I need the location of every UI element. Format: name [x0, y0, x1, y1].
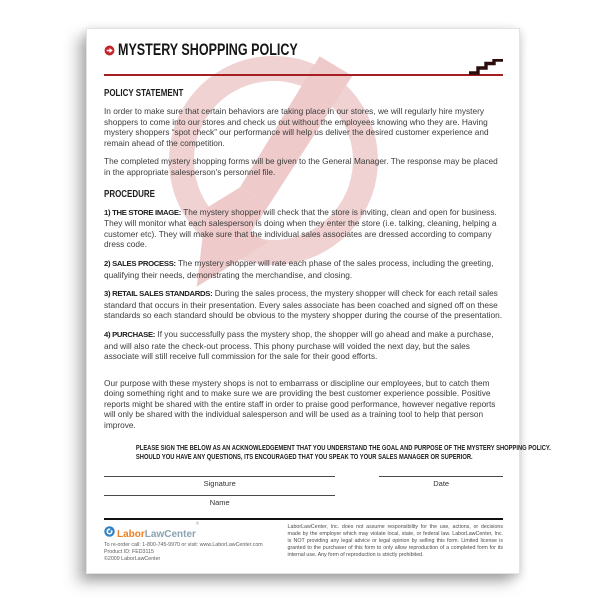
document-header	[104, 41, 503, 59]
document-content	[87, 29, 551, 563]
bullseye-arrow-icon	[104, 45, 115, 56]
header-rule	[104, 61, 503, 77]
signature-line	[104, 476, 335, 477]
procedure-item-2	[104, 258, 503, 280]
policy-paragraph-1: In order to make sure that certain behaviors are taking place in our stores, we will regularly hire mystery shoppers to come into our stores and check us out without the employees knowing who they are. Having mystery shoppers “spot check” our performance will help us deliver the desired customer experience and remain ahead of the competition.	[104, 106, 489, 148]
procedure-item-2-label: 2) SALES PROCESS:	[104, 258, 176, 268]
date-label: Date	[433, 478, 450, 488]
procedure-item-4	[104, 329, 503, 362]
lawcenter-ring-icon	[104, 524, 115, 542]
page-title: MYSTERY SHOPPING POLICY	[118, 40, 298, 59]
procedure-item-1	[104, 207, 503, 250]
copyright: ©2009 LaborLawCenter	[104, 556, 161, 563]
stair-steps-icon	[469, 59, 503, 75]
footer-brand-block	[104, 521, 276, 563]
name-row	[104, 495, 503, 507]
procedure-item-4-label: 4) PURCHASE:	[104, 329, 156, 339]
document-page	[86, 28, 551, 574]
reorder-info: To re-order call: 1-800-745-9970 or visit: www.LaborLawCenter.com	[104, 542, 263, 549]
closing-paragraph: Our purpose with these mystery shops is not to embarrass or discipline our employees, but to catch them doing something right and to make sure we are providing the best customer experience possible. Positive reports might be shared with the entire staff in order to praise good performance, however negative reports will only be shared with the individual salesperson and will be used as a training tool to help that person improve.	[104, 377, 496, 431]
brand-labor: Labor	[117, 529, 145, 541]
procedure-item-1-text: The mystery shopper will check that the store is inviting, clean and open for business. They will monitor what each salesperson is doing when they enter the store (i.e. talking, cleaning, helping a customer etc). They will make sure that the individual sales associates are dressed according to company dress code.	[104, 206, 497, 250]
product-id: Product ID: FED3115	[104, 549, 154, 556]
section-heading-procedure: PROCEDURE	[104, 187, 155, 200]
procedure-item-1-label: 1) THE STORE IMAGE:	[104, 207, 182, 217]
name-label: Name	[209, 497, 230, 507]
name-field	[104, 495, 335, 507]
signature-label: Signature	[203, 478, 236, 488]
legal-disclaimer: LaborLawCenter, Inc. does not assume responsibility for the use, actions, or decisions made by the employer which may violate local, state, or federal law. LaborLawCenter, Inc. is NOT providing any legal advice or legal opinion by selling this form. Limited license is granted to the purchaser of this form to only allow reproduction of a completed form for its internal use. Any form of reproduction is strictly prohibited.	[287, 524, 503, 558]
signature-field	[104, 476, 335, 488]
footer-divider	[104, 518, 503, 521]
signature-row	[104, 476, 503, 488]
red-divider	[104, 74, 503, 76]
policy-paragraph-2: The completed mystery shopping forms will be given to the General Manager. The response may be placed in the appropriate salesperson's personnel file.	[104, 156, 498, 177]
brand-name	[117, 521, 200, 542]
procedure-item-3	[104, 288, 503, 321]
acknowledgment-line-2: SHOULD YOU HAVE ANY QUESTIONS, ITS ENCOURAGED THAT YOU SPEAK TO YOUR SALES MANAGER OR SUPERIOR.	[135, 454, 473, 462]
footer	[104, 521, 503, 563]
section-heading-policy-statement: POLICY STATEMENT	[104, 87, 184, 99]
procedure-item-4-text: If you successfully pass the mystery shop, the shopper will go ahead and make a purchase, and will also rate the check-out process. This phony purchase will voided the next day, but the sales associate will still receive full commission for the sale for their good efforts.	[104, 328, 494, 362]
acknowledgment-line-1: PLEASE SIGN THE BELOW AS AN ACKNOWLEDGEMENT THAT YOU UNDERSTAND THE GOAL AND PURPOSE OF THE MYSTERY SHOPPING POLICY.	[135, 444, 551, 452]
date-line	[379, 476, 503, 477]
registered-mark: ®	[195, 521, 200, 527]
procedure-item-3-label: 3) RETAIL SALES STANDARDS:	[104, 289, 213, 299]
brand-lawcenter: LawCenter	[144, 529, 196, 541]
acknowledgment-block	[104, 444, 551, 463]
procedure-item-2-text: The mystery shopper will rate each phase of the sales process, including the greeting, qualifying their needs, demonstrating the merchandise, and closing.	[104, 257, 494, 280]
date-field	[379, 476, 503, 488]
name-line	[104, 495, 335, 496]
brand-row	[104, 521, 276, 542]
procedure-item-3-text: During the sales process, the mystery shopper will check for each retail sales standard that occurs in their presentation. Every sales associate has been coached and signed off on these standards so each standard should be obvious to the mystery shopper during the course of the presentation.	[104, 288, 503, 321]
